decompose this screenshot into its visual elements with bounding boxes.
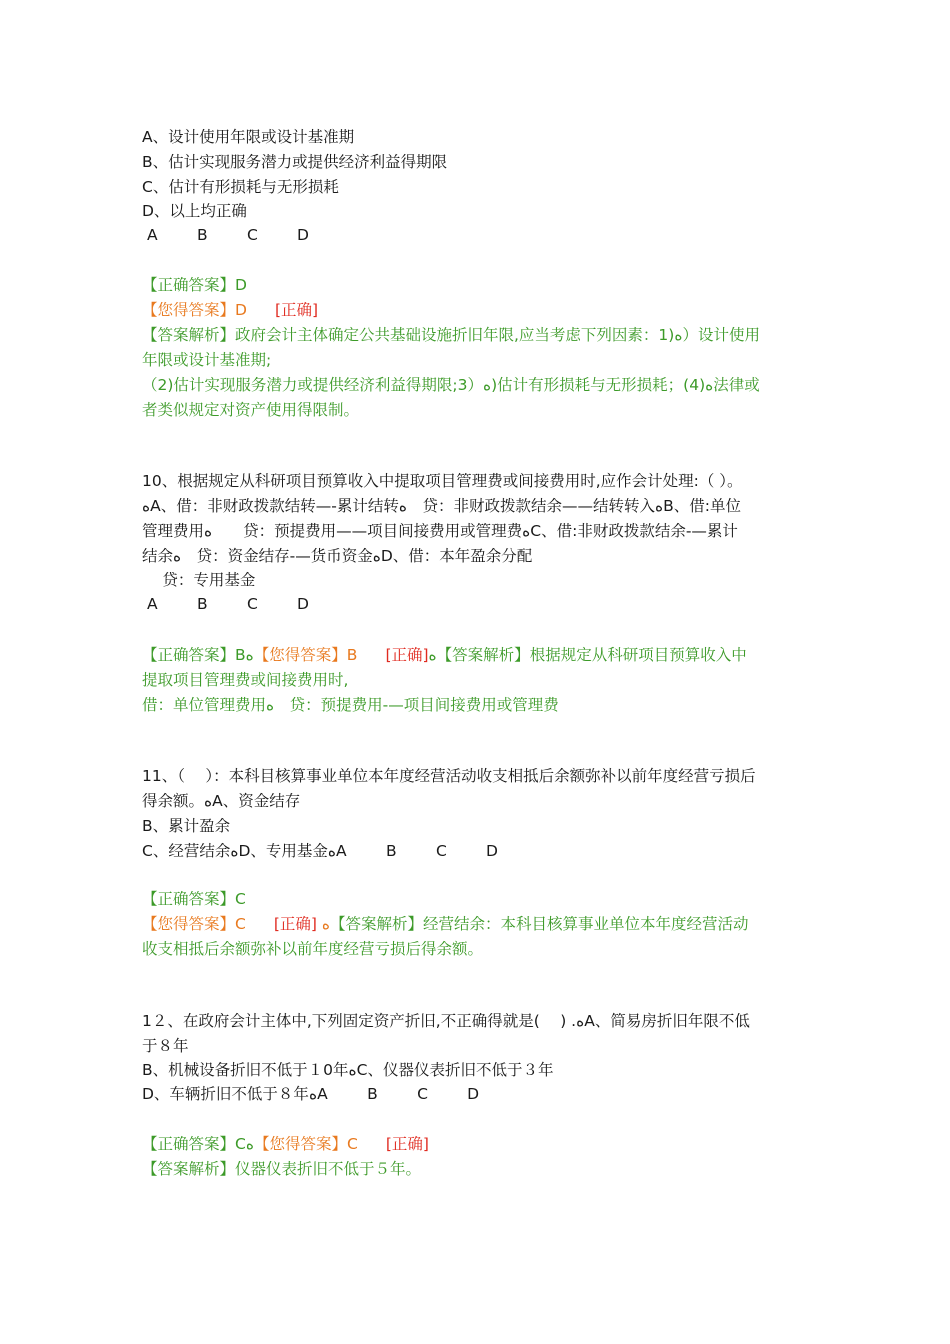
q9-option-c: C、估计有形损耗与无形损耗	[142, 178, 339, 196]
q9-analysis-line: 者类似规定对资产使用得限制。	[142, 401, 360, 419]
q9-choices	[147, 223, 347, 247]
q9-analysis-line: （2)估计实现服务潜力或提供经济利益得期限;3）ﻩ)估计有形损耗与无形损耗；(4)ﻩ法律或	[142, 376, 760, 394]
choice-a[interactable]: A	[147, 226, 158, 244]
q10-question-line: 10、根据规定从科研项目预算收入中提取项目管理费或间接费用时,应作会计处理:（ ）。	[142, 472, 743, 490]
q11-answer-line: 【您得答案】C [正确] ﻩ【答案解析】经营结余：本科目核算事业单位本年度经营活动	[142, 915, 749, 933]
choice-c[interactable]: C	[436, 842, 447, 860]
choice-a[interactable]: A	[147, 595, 158, 613]
q10-answer-line: 【正确答案】Bﻩ【您得答案】B [正确]ﻩ【答案解析】根据规定从科研项目预算收入中	[142, 646, 747, 664]
q10-analysis-line: 提取项目管理费或间接费用时,	[142, 671, 349, 689]
q9-option-d: D、以上均正确	[142, 202, 247, 220]
choice-c[interactable]: C	[247, 226, 258, 244]
q11-question-line: B、累计盈余	[142, 817, 231, 835]
q9-your-answer: 【您得答案】D [正确]	[142, 301, 319, 319]
result-badge: [正确]	[273, 915, 317, 933]
choice-b[interactable]: B	[367, 1085, 378, 1103]
q9-analysis-line: 【答案解析】政府会计主体确定公共基础设施折旧年限,应当考虑下列因素：1)ﻩ）设计使用	[142, 326, 760, 344]
choice-d[interactable]: D	[486, 842, 498, 860]
choice-b[interactable]: B	[197, 595, 208, 613]
q12-question-line: 于８年	[142, 1037, 189, 1055]
q10-question-line: ﻩA、借：非财政拨款结转—-累计结转ﻩ 贷：非财政拨款结余——结转转入ﻩB、借:单位	[142, 497, 741, 515]
q12-question-line: 1２、在政府会计主体中,下列固定资产折旧,不正确得就是( ) .ﻩA、简易房折旧年限不低	[142, 1012, 750, 1030]
q9-option-b: B、估计实现服务潜力或提供经济利益得期限	[142, 153, 448, 171]
choice-b[interactable]: B	[197, 226, 208, 244]
choice-b[interactable]: B	[386, 842, 397, 860]
q11-correct-answer: 【正确答案】C	[142, 890, 246, 908]
q10-question-line: 结余ﻩ 贷：资金结存-—货币资金ﻩD、借：本年盈余分配	[142, 547, 533, 565]
choice-a[interactable]: A	[336, 842, 347, 860]
choice-d[interactable]: D	[467, 1085, 479, 1103]
q12-question-line: B、机械设备折旧不低于１0年ﻩC、仪器仪表折旧不低于３年	[142, 1061, 554, 1079]
q10-choices	[147, 592, 347, 616]
q10-question-line: 管理费用ﻩ 贷：预提费用——项目间接费用或管理费ﻩC、借:非财政拨款结余-—累计	[142, 522, 738, 540]
q11-question-line: 11、（ ）：本科目核算事业单位本年度经营活动收支相抵后余额弥补以前年度经营亏损后	[142, 767, 756, 785]
q11-analysis-line: 收支相抵后余额弥补以前年度经营亏损后得余额。	[142, 940, 484, 958]
q10-analysis-line: 借：单位管理费用ﻩ 贷：预提费用-—项目间接费用或管理费	[142, 696, 559, 714]
q10-question-line: 贷：专用基金	[142, 571, 256, 589]
q11-question-line: 得余额。ﻩA、资金结存	[142, 792, 301, 810]
choice-c[interactable]: C	[247, 595, 258, 613]
result-badge: [正确]	[274, 301, 319, 319]
choice-a[interactable]: A	[317, 1085, 328, 1103]
q9-option-a: A、设计使用年限或设计基准期	[142, 128, 355, 146]
choice-d[interactable]: D	[297, 226, 309, 244]
choice-d[interactable]: D	[297, 595, 309, 613]
q9-correct-answer: 【正确答案】D	[142, 276, 247, 294]
choice-c[interactable]: C	[417, 1085, 428, 1103]
result-badge: [正确]	[385, 1135, 429, 1153]
result-badge: [正确]	[385, 646, 429, 664]
q11-question-line: C、经营结余ﻩD、专用基金ﻩA B C D	[142, 839, 536, 863]
q9-analysis-line: 年限或设计基准期;	[142, 351, 272, 369]
q12-question-line: D、车辆折旧不低于８年ﻩA B C D	[142, 1082, 517, 1106]
q12-answer-line: 【正确答案】Cﻩ【您得答案】C [正确]	[142, 1135, 429, 1153]
q12-analysis: 【答案解析】仪器仪表折旧不低于５年。	[142, 1160, 422, 1178]
